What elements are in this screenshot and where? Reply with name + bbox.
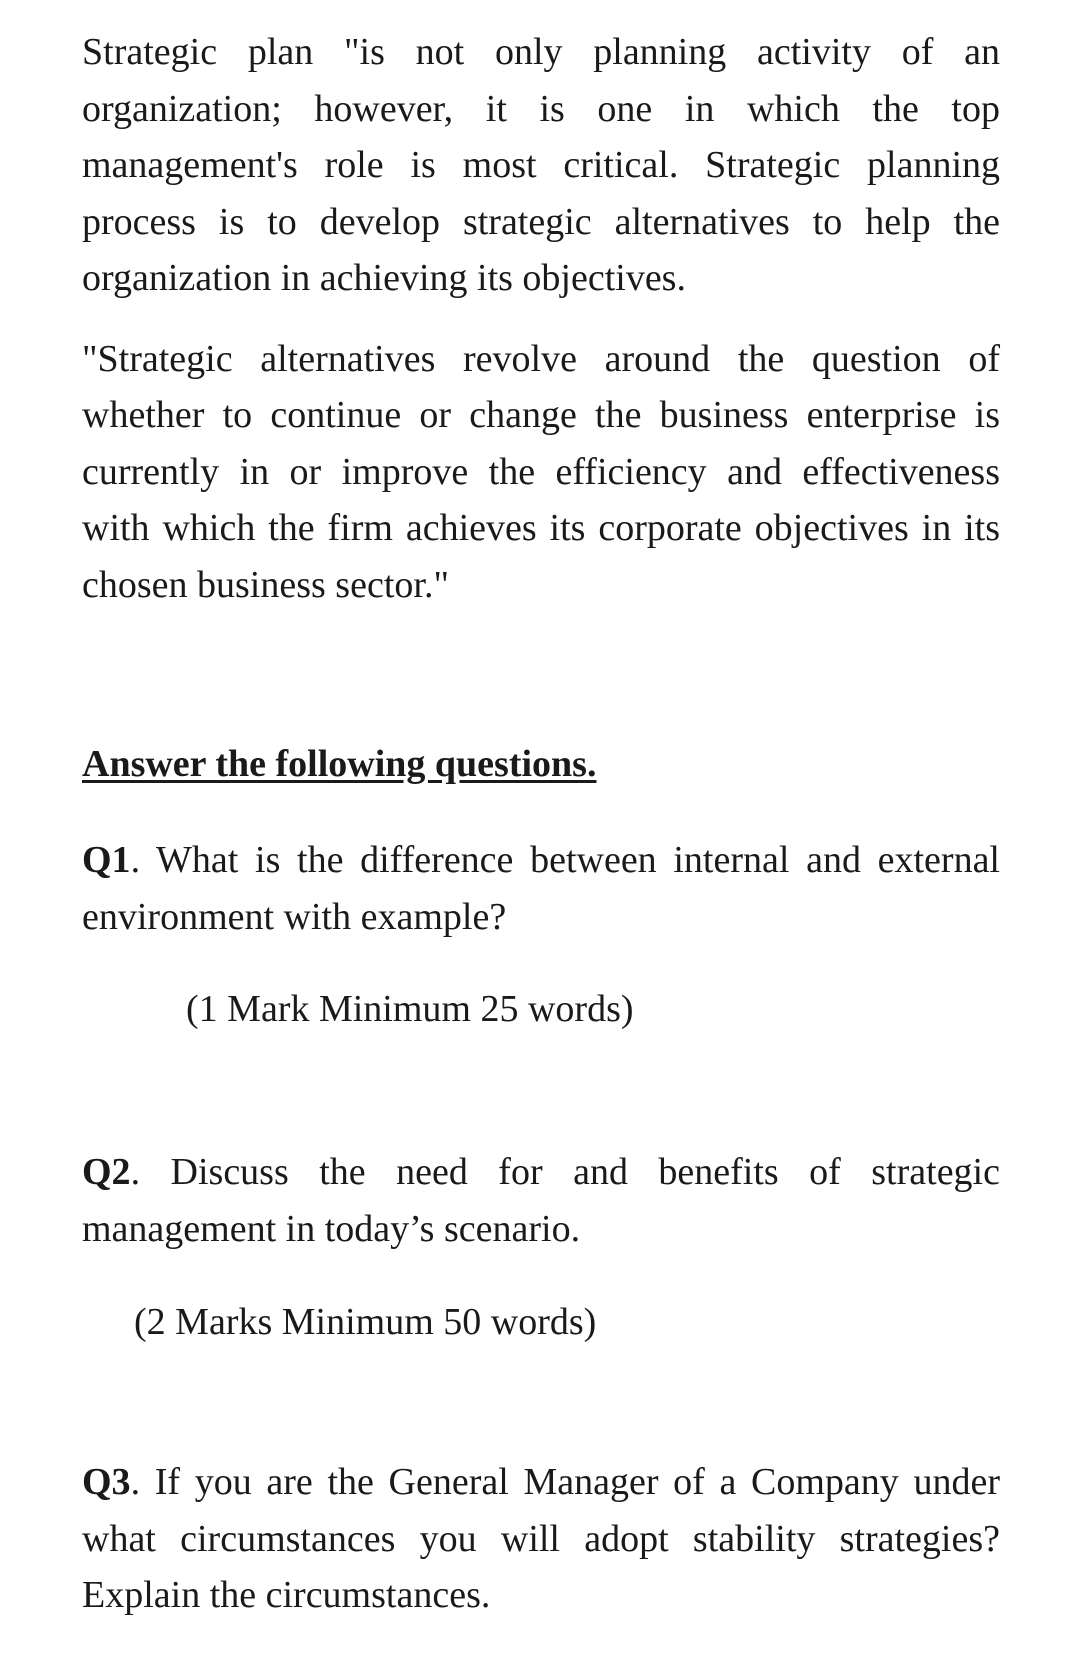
question-2-marks: (2 Marks Minimum 50 words) bbox=[134, 1301, 597, 1343]
question-text: . If you are the General Manager of a Company under what circumstances you will adopt stability strategies? Explain the circumstances. bbox=[82, 1461, 1000, 1616]
question-number: Q3 bbox=[82, 1461, 131, 1503]
intro-paragraph-2: "Strategic alternatives revolve around the question of whether to continue or change the business enterprise is currently in or improve the efficiency and effectiveness with which the firm achieves its corporate objectives in its chosen business sector." bbox=[82, 337, 1000, 606]
document-page bbox=[82, 24, 1000, 1616]
question-3 bbox=[82, 1454, 1000, 1624]
question-2 bbox=[82, 1144, 1000, 1257]
intro-paragraph-1: Strategic plan "is not only planning activity of an organization; however, it is one in which the top management's role is most critical. Strategic planning process is to develop strategic alternatives to help the organization in achieving its objectives. bbox=[82, 31, 1000, 299]
question-number: Q1 bbox=[82, 839, 131, 881]
question-number: Q2 bbox=[82, 1151, 131, 1193]
question-1 bbox=[82, 832, 1000, 945]
question-text: . Discuss the need for and benefits of strategic management in today’s scenario. bbox=[82, 1151, 1000, 1250]
question-text: . What is the difference between internal and external environment with example? bbox=[82, 839, 1000, 938]
question-1-marks: (1 Mark Minimum 25 words) bbox=[186, 988, 634, 1030]
questions-heading: Answer the following questions. bbox=[82, 743, 597, 785]
